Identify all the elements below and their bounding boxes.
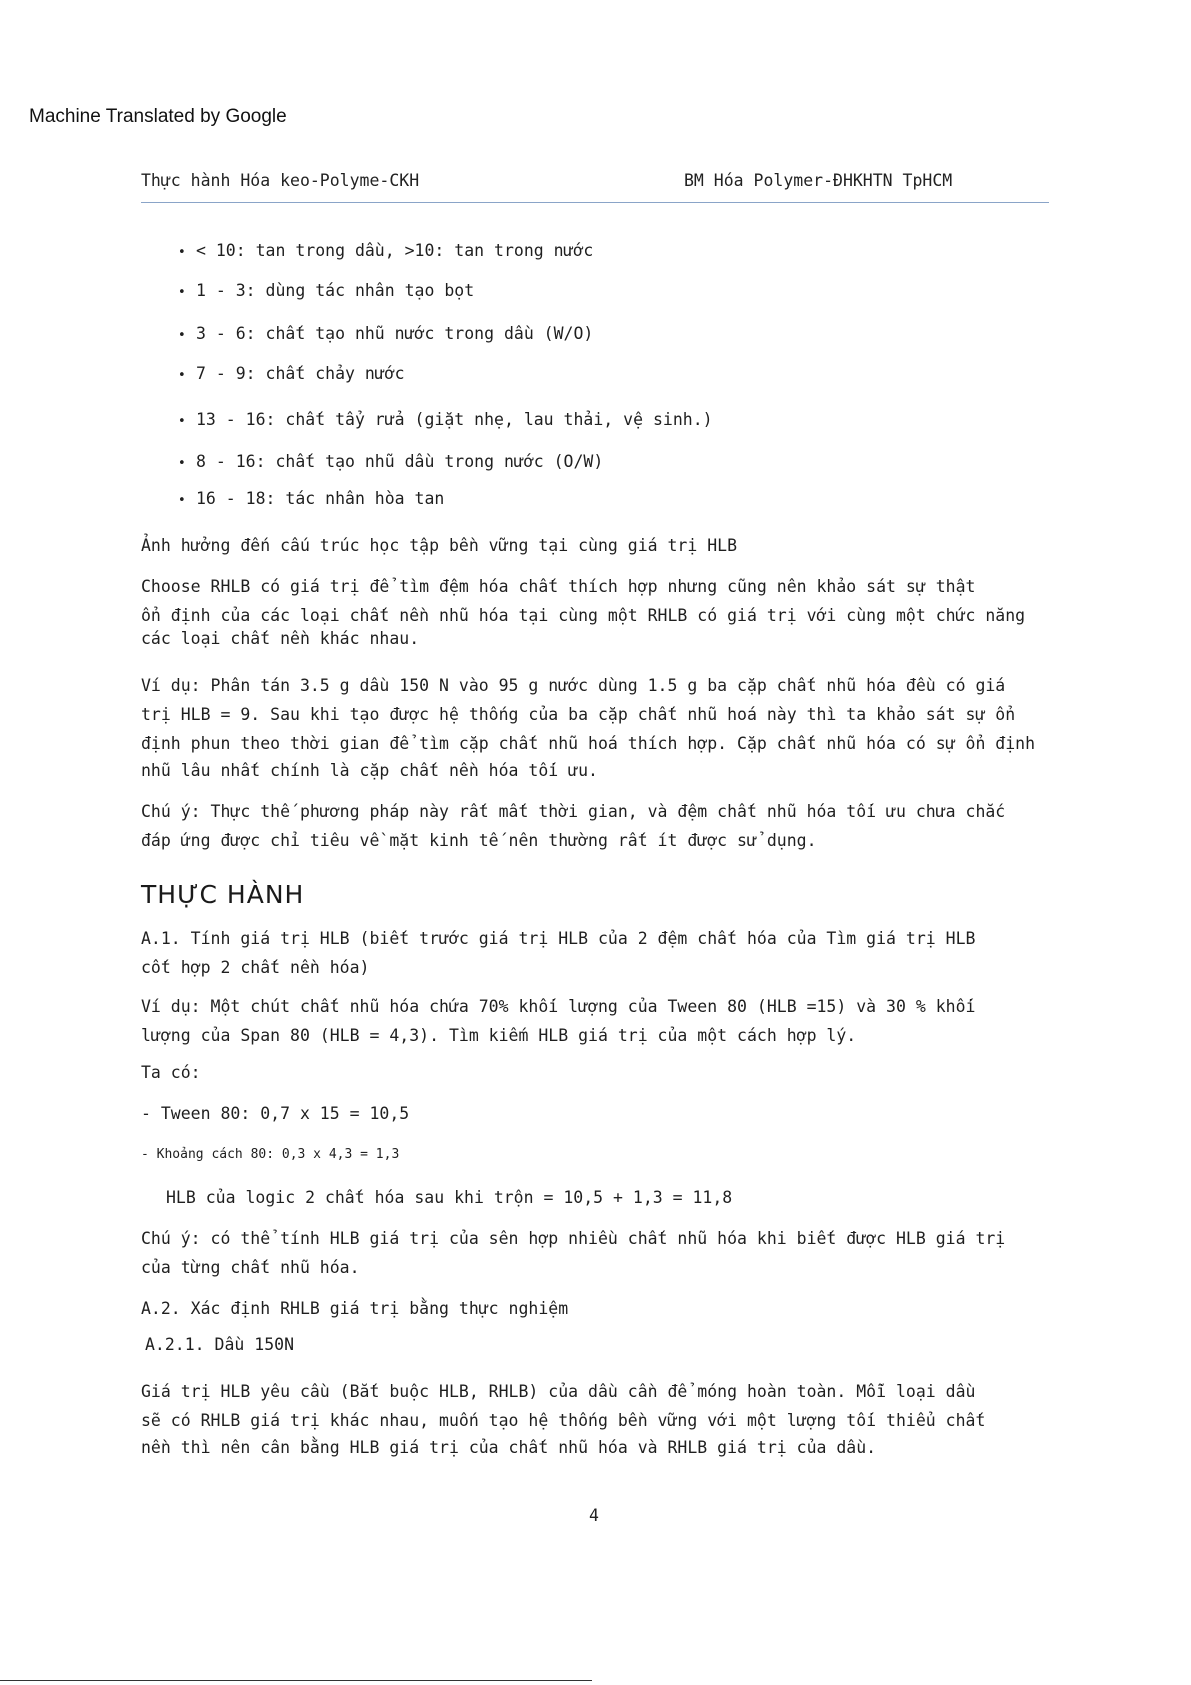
- header-divider: [141, 202, 1049, 203]
- section-heading: THỰC HÀNH: [141, 880, 305, 909]
- a21-heading: A.2.1. Dầu 150N: [145, 1335, 295, 1354]
- a1-example-line: Ví dụ: Một chút chất nhũ hóa chứa 70% khối lượng của Tween 80 (HLB =15) và 30 % khối: [141, 997, 976, 1016]
- note-line: Chú ý: Thực thế phương pháp này rất mất thời gian, và đệm chất nhũ hóa tối ưu chưa chắc: [141, 802, 1006, 821]
- rhlb-line: sẽ có RHLB giá trị khác nhau, muốn tạo hệ thống bền vững với một lượng tối thiểu chất: [141, 1411, 986, 1430]
- bullet-item: • < 10: tan trong dầu, >10: tan trong nước: [178, 236, 593, 267]
- paragraph-example-line: nhũ lâu nhất chính là cặp chất nền hóa tối ưu.: [141, 761, 598, 780]
- paragraph-choose-line: Choose RHLB có giá trị để tìm đệm hóa chất thích hợp nhưng cũng nên khảo sát sự thật: [141, 577, 976, 596]
- calc-result: HLB của logic 2 chất hóa sau khi trộn = 10,5 + 1,3 = 11,8: [166, 1188, 733, 1207]
- paragraph-influence: Ảnh hưởng đến cấu trúc học tập bền vững tại cùng giá trị HLB: [141, 536, 738, 555]
- paragraph-example-line: Ví dụ: Phân tán 3.5 g dầu 150 N vào 95 g nước dùng 1.5 g ba cặp chất nhũ hóa đều có giá: [141, 676, 1006, 695]
- bullet-item: • 13 - 16: chất tẩy rửa (giặt nhẹ, lau thải, vệ sinh.): [178, 405, 713, 436]
- paragraph-example-line: định phun theo thời gian để tìm cặp chất nhũ hoá thích hợp. Cặp chất nhũ hóa có sự ổn định: [141, 734, 1036, 753]
- bottom-divider: [0, 1680, 592, 1681]
- bullet-item: • 1 - 3: dùng tác nhân tạo bọt: [178, 276, 474, 307]
- a2-heading: A.2. Xác định RHLB giá trị bằng thực nghiệm: [141, 1299, 569, 1318]
- note-line: đáp ứng được chỉ tiêu về mặt kinh tế nên thường rất ít được sử dụng.: [141, 831, 817, 850]
- page-number: 4: [589, 1506, 599, 1525]
- paragraph-example-line: trị HLB = 9. Sau khi tạo được hệ thống của ba cặp chất nhũ hoá này thì ta khảo sát sự ổn: [141, 705, 1016, 724]
- rhlb-line: Giá trị HLB yêu cầu (Bắt buộc HLB, RHLB) của dầu cần để móng hoàn toàn. Mỗi loại dầu: [141, 1382, 976, 1401]
- paragraph-choose-line: ổn định của các loại chất nền nhũ hóa tại cùng một RHLB có giá trị với cùng một chức năng: [141, 606, 1026, 625]
- bullet-item: • 7 - 9: chất chảy nước: [178, 359, 405, 390]
- calc-tween: - Tween 80: 0,7 x 15 = 10,5: [141, 1104, 410, 1123]
- bullet-item: • 3 - 6: chất tạo nhũ nước trong dầu (W/O): [178, 319, 593, 350]
- a1-example-line: lượng của Span 80 (HLB = 4,3). Tìm kiếm HLB giá trị của một cách hợp lý.: [141, 1026, 857, 1045]
- bullet-item: • 8 - 16: chất tạo nhũ dầu trong nước (O/W): [178, 447, 603, 478]
- rhlb-line: nền thì nên cân bằng HLB giá trị của chất nhũ hóa và RHLB giá trị của dầu.: [141, 1438, 877, 1457]
- header-right: BM Hóa Polymer-ĐHKHTN TpHCM: [684, 171, 953, 190]
- bullet-item: • 16 - 18: tác nhân hòa tan: [178, 484, 444, 515]
- note2-line: của từng chất nhũ hóa.: [141, 1258, 360, 1277]
- note2-line: Chú ý: có thể tính HLB giá trị của sên hợp nhiều chất nhũ hóa khi biết được HLB giá trị: [141, 1229, 1006, 1248]
- ta-co-label: Ta có:: [141, 1063, 201, 1082]
- a1-line: A.1. Tính giá trị HLB (biết trước giá trị HLB của 2 đệm chất hóa của Tìm giá trị HLB: [141, 929, 976, 948]
- machine-translated-banner: Machine Translated by Google: [29, 106, 287, 127]
- header-left: Thực hành Hóa keo-Polyme-CKH: [141, 171, 420, 190]
- calc-span: - Khoảng cách 80: 0,3 x 4,3 = 1,3: [141, 1147, 400, 1162]
- a1-line: cốt hợp 2 chất nền hóa): [141, 958, 370, 977]
- paragraph-choose-line: các loại chất nền khác nhau.: [141, 629, 420, 648]
